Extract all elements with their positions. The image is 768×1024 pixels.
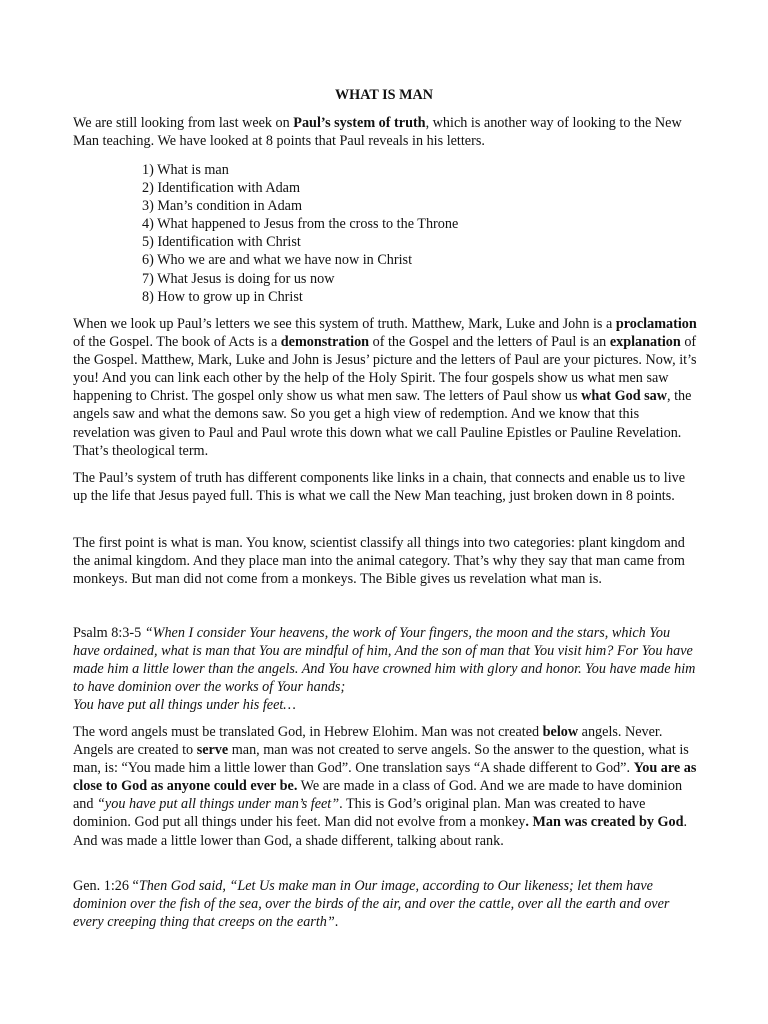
list-item: 8) How to grow up in Christ bbox=[142, 288, 303, 305]
intro-bold: Paul’s system of truth bbox=[293, 115, 426, 131]
text-run: , the angels saw and what the demons saw. So you get a high view of redemption. And we know that this revelation was given to Paul and Paul wrote this down what we call Pauline Epistles or Pauline Revelation. That’s theological term. bbox=[73, 388, 692, 459]
text-run: The word angels must be translated God, in Hebrew Elohim. Man was not created bbox=[73, 724, 543, 740]
text-run: . And was made a little lower than God, a shade different, talking about rank. bbox=[73, 814, 688, 849]
list-item: 7) What Jesus is doing for us now bbox=[142, 270, 335, 287]
psalm-reference: Psalm 8:3-5 bbox=[73, 625, 145, 641]
list-item: 1) What is man bbox=[142, 162, 229, 178]
italic-run: “you have put all things under man’s feet” bbox=[97, 796, 340, 813]
list-item: 6) Who we are and what we have now in Christ bbox=[142, 252, 413, 269]
bold-run: proclamation bbox=[615, 316, 697, 332]
bold-run: You are as close to God as anyone could ever be. bbox=[73, 760, 697, 795]
genesis-end: . bbox=[334, 914, 339, 931]
intro-paragraph bbox=[73, 114, 697, 150]
text-run: . This is God’s original plan. Man was created to have dominion. God put all things under his feet. Man did not evolve from a monkey bbox=[73, 796, 646, 831]
list-item: 3) Man’s condition in Adam bbox=[142, 198, 302, 215]
text-run: man, man was not created to serve angels. So the answer to the question, what is man, is: “You made him a little lower than God”. One translation says “A shade different to God”. bbox=[73, 742, 689, 777]
bold-run: demonstration bbox=[280, 334, 370, 351]
text-run: When we look up Paul’s letters we see this system of truth. Matthew, Mark, Luke and John is a bbox=[73, 316, 616, 332]
genesis-text: Then God said, “Let Us make man in Our image, according to Our likeness; let them have dominion over the fish of the sea, over the birds of the air, and over the cattle, over all the earth and over every creeping thing that creeps on the earth” bbox=[73, 878, 670, 931]
bold-run: below bbox=[542, 724, 579, 740]
text-run: of the Gospel and the letters of Paul is an bbox=[369, 334, 610, 351]
intro-text-end: , which is another way of looking to the New Man teaching. We have looked at 8 points that Paul reveals in his letters. bbox=[73, 115, 682, 150]
angels-paragraph bbox=[73, 723, 697, 850]
bold-run: serve bbox=[196, 742, 229, 759]
gospel-paragraph bbox=[73, 315, 697, 460]
genesis-reference: Gen. 1:26 “ bbox=[73, 878, 139, 894]
psalm-text: “When I consider Your heavens, the work of Your fingers, the moon and the stars, which You have ordained, what is man that You are mindful of him, And the son of man that You visit him? For You have made him a little lower than the angels. And You have crowned him with glory and honor. You have made him to have dominion over the works of Your hands; bbox=[73, 625, 696, 696]
text-run: of the Gospel. The book of Acts is a bbox=[73, 334, 281, 351]
page-title: WHAT IS MAN bbox=[334, 87, 433, 103]
text-run: We are made in a class of God. And we are made to have dominion and bbox=[73, 778, 683, 813]
bold-run: what God saw bbox=[581, 388, 668, 405]
psalm-quote bbox=[73, 624, 697, 714]
man-paragraph: The first point is what is man. You know, scientist classify all things into two categories: plant kingdom and the animal kingdom. And they place man into the animal category. That’s why they say that man came from monkeys. But man did not come from a monkeys. The Bible gives us revelation what man is. bbox=[73, 535, 685, 588]
text-run: of the Gospel. Matthew, Mark, Luke and John is Jesus’ picture and the letters of Paul are your pictures. Now, it’s you! And you can link each other by the help of the Holy Spirit. The four gospels show us what men saw happening to Christ. The gospel only show us what men saw. The letters of Paul show us bbox=[73, 334, 697, 405]
points-list bbox=[142, 161, 458, 306]
intro-text: We are still looking from last week on bbox=[73, 115, 294, 131]
list-item: 2) Identification with Adam bbox=[142, 180, 300, 197]
list-item: 4) What happened to Jesus from the cross to the Throne bbox=[142, 216, 459, 233]
genesis-quote bbox=[73, 877, 697, 931]
system-paragraph: The Paul’s system of truth has different components like links in a chain, that connects and enable us to live up the life that Jesus payed full. This is what we call the New Man teaching, just broken down in 8 points. bbox=[73, 470, 686, 505]
psalm-text-end: You have put all things under his feet… bbox=[73, 697, 296, 714]
bold-run: . Man was created by God bbox=[525, 814, 684, 831]
bold-run: explanation bbox=[609, 334, 681, 351]
list-item: 5) Identification with Christ bbox=[142, 234, 301, 251]
text-run: angels. Never. Angels are created to bbox=[73, 724, 663, 759]
